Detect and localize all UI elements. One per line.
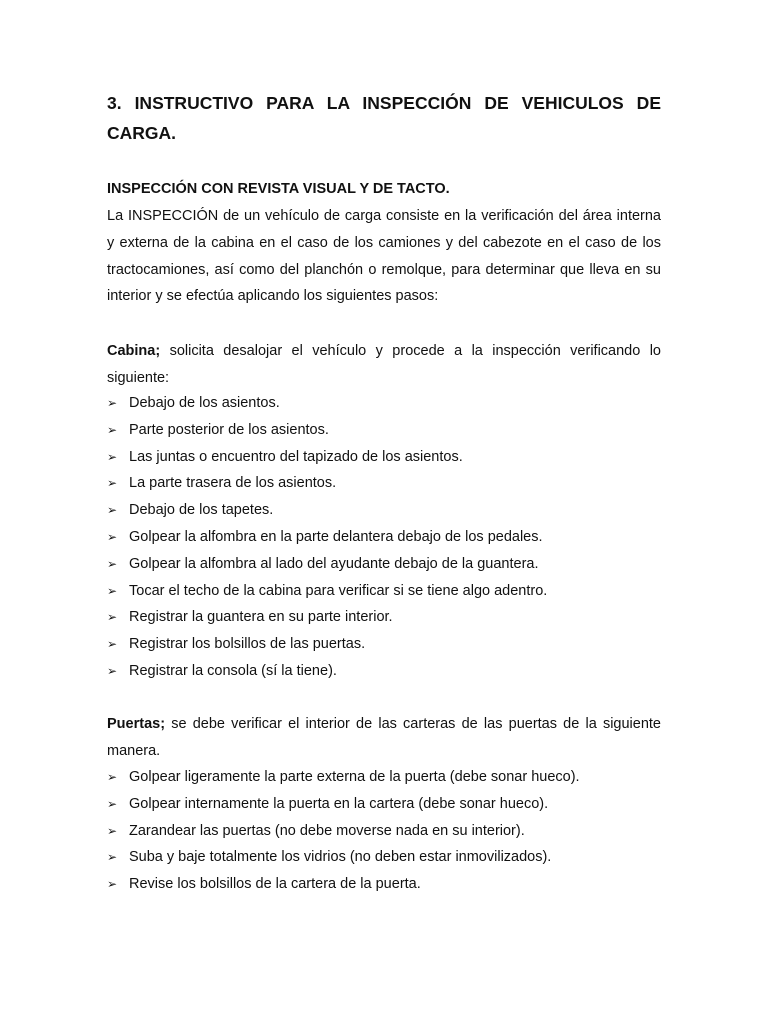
list-item xyxy=(107,658,661,685)
list-item xyxy=(107,524,661,551)
list-item-text: Registrar la consola (sí la tiene). xyxy=(129,662,337,679)
arrow-bullet-icon: ➢ xyxy=(107,850,118,865)
list-item xyxy=(107,764,661,791)
list-item-text: Suba y baje totalmente los vidrios (no deben estar inmovilizados). xyxy=(129,849,552,866)
list-item xyxy=(107,390,661,417)
arrow-bullet-icon: ➢ xyxy=(107,877,118,892)
list-item xyxy=(107,444,661,471)
list-item xyxy=(107,497,661,524)
arrow-bullet-icon: ➢ xyxy=(107,422,118,437)
list-item-text: Debajo de los asientos. xyxy=(129,395,280,411)
list-item xyxy=(107,578,661,605)
list-item-text: Revise los bolsillos de la cartera de la puerta. xyxy=(129,876,421,893)
list-item-text: Golpear la alfombra al lado del ayudante debajo de la guantera. xyxy=(129,555,539,572)
arrow-bullet-icon: ➢ xyxy=(107,449,118,464)
puertas-paragraph xyxy=(107,711,661,765)
document-title: 3. INSTRUCTIVO PARA LA INSPECCIÓN DE VEHICULOS DE CARGA. xyxy=(107,93,661,143)
puertas-text: se debe verificar el interior de las carteras de las puertas de la siguiente manera. xyxy=(107,716,661,759)
arrow-bullet-icon: ➢ xyxy=(107,529,118,544)
cabina-text: solicita desalojar el vehículo y procede a la inspección verificando lo siguiente: xyxy=(107,343,661,386)
list-item-text: Golpear ligeramente la parte externa de la puerta (debe sonar hueco). xyxy=(129,769,580,785)
puertas-list xyxy=(107,764,661,898)
arrow-bullet-icon: ➢ xyxy=(107,503,118,518)
list-item xyxy=(107,417,661,444)
list-item xyxy=(107,791,661,818)
list-item xyxy=(107,631,661,658)
list-item-text: Las juntas o encuentro del tapizado de los asientos. xyxy=(129,448,463,465)
arrow-bullet-icon: ➢ xyxy=(107,556,118,571)
cabina-paragraph xyxy=(107,338,661,392)
list-item-text: Parte posterior de los asientos. xyxy=(129,421,329,438)
arrow-bullet-icon: ➢ xyxy=(107,610,118,625)
intro-paragraph: La INSPECCIÓN de un vehículo de carga consiste en la verificación del área interna y externa de la cabina en el caso de los camiones y del cabezote en el caso de los tractocamiones, así como del planchón o remolque, para determinar que lleva en su interior y se efectúa aplicando los siguientes pasos: xyxy=(107,208,661,305)
list-item xyxy=(107,551,661,578)
list-item xyxy=(107,470,661,497)
list-item-text: Golpear internamente la puerta en la cartera (debe sonar hueco). xyxy=(129,795,549,812)
arrow-bullet-icon: ➢ xyxy=(107,663,118,678)
list-item xyxy=(107,844,661,871)
arrow-bullet-icon: ➢ xyxy=(107,637,118,652)
list-item-text: Registrar la guantera en su parte interior. xyxy=(129,609,393,626)
list-item-text: Registrar los bolsillos de las puertas. xyxy=(129,636,366,653)
list-item xyxy=(107,871,661,898)
list-item-text: La parte trasera de los asientos. xyxy=(129,475,337,492)
puertas-label: Puertas; xyxy=(107,716,166,732)
cabina-list xyxy=(107,390,661,685)
list-item-text: Golpear la alfombra en la parte delantera debajo de los pedales. xyxy=(129,528,543,545)
arrow-bullet-icon: ➢ xyxy=(107,396,118,410)
list-item-text: Zarandear las puertas (no debe moverse nada en su interior). xyxy=(129,822,525,839)
arrow-bullet-icon: ➢ xyxy=(107,796,118,811)
list-item-text: Debajo de los tapetes. xyxy=(129,502,274,519)
arrow-bullet-icon: ➢ xyxy=(107,823,118,838)
arrow-bullet-icon: ➢ xyxy=(107,583,118,598)
section-subtitle: INSPECCIÓN CON REVISTA VISUAL Y DE TACTO. xyxy=(107,181,450,197)
arrow-bullet-icon: ➢ xyxy=(107,770,118,784)
list-item-text: Tocar el techo de la cabina para verificar si se tiene algo adentro. xyxy=(129,582,548,599)
list-item xyxy=(107,818,661,845)
arrow-bullet-icon: ➢ xyxy=(107,476,118,491)
list-item xyxy=(107,604,661,631)
cabina-label: Cabina; xyxy=(107,343,161,359)
